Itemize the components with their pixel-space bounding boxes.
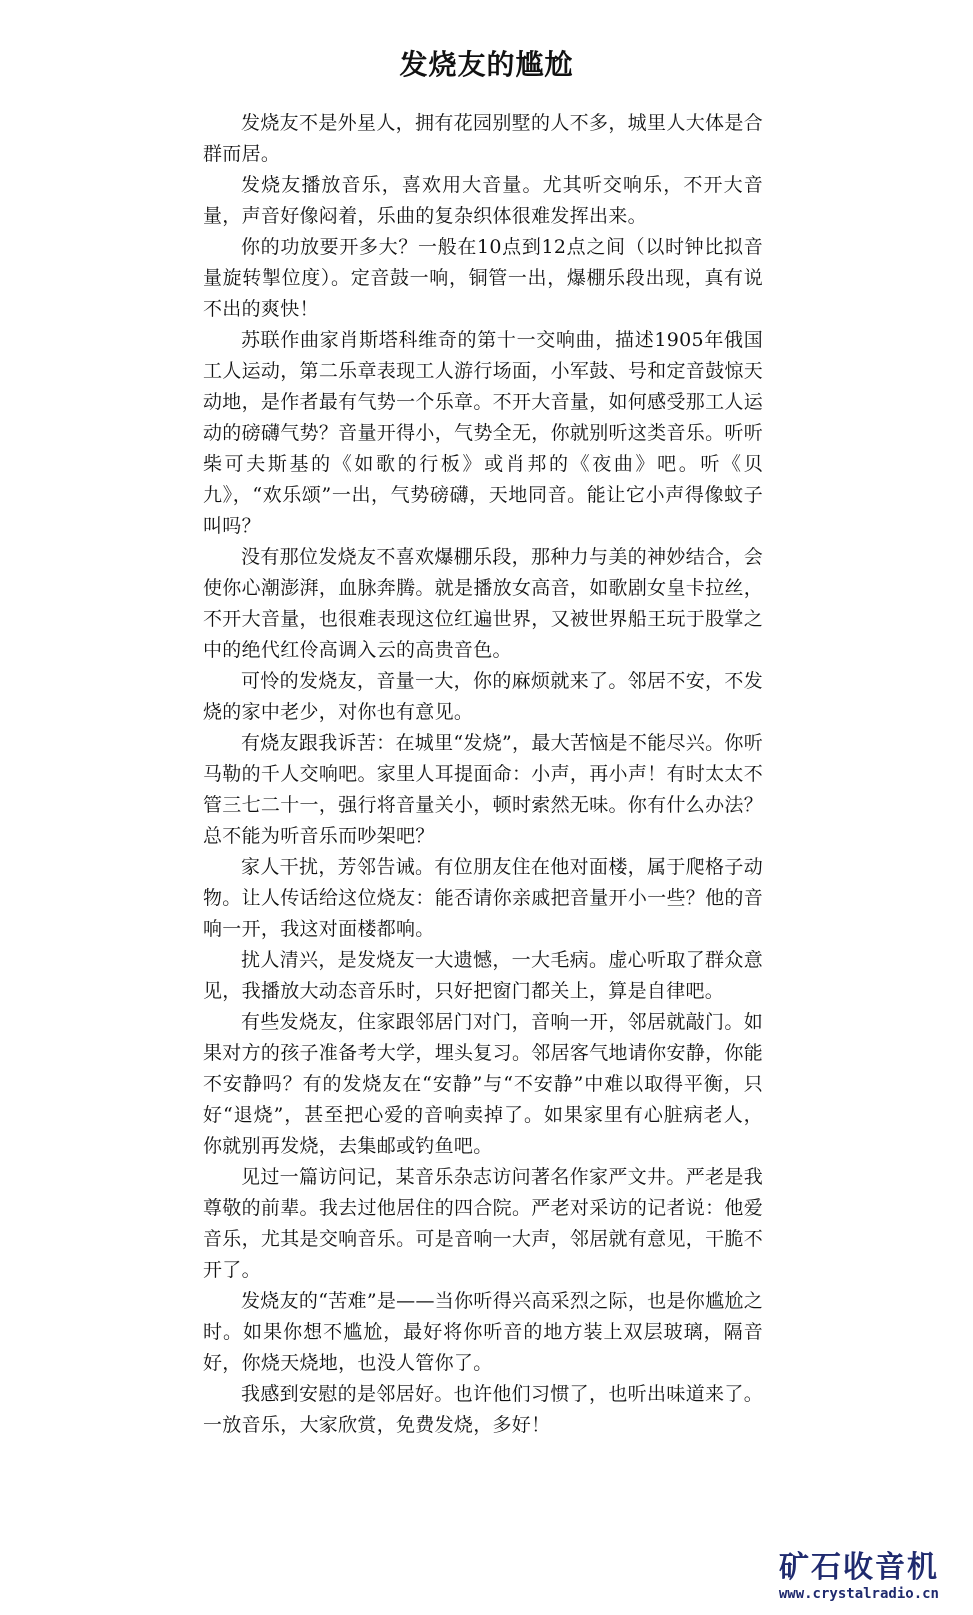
paragraph: 我感到安慰的是邻居好。也许他们习惯了，也听出味道来了。一放音乐，大家欣赏，免费发烧，多好！ <box>203 1383 763 1436</box>
paragraph: 见过一篇访问记，某音乐杂志访问著名作家严文井。严老是我尊敬的前辈。我去过他居住的四合院。严老对采访的记者说：他爱音乐，尤其是交响音乐。可是音响一大声，邻居就有意见，干脆不开了。 <box>203 1166 763 1281</box>
paragraph: 有烧友跟我诉苦：在城里“发烧”，最大苦恼是不能尽兴。你听马勒的千人交响吧。家里人耳提面命：小声，再小声！有时太太不管三七二十一，强行将音量关小，顿时索然无味。你有什么办法？总不能为听音乐而吵架吧？ <box>203 732 763 847</box>
paragraph: 发烧友播放音乐，喜欢用大音量。尤其听交响乐，不开大音量，声音好像闷着，乐曲的复杂织体很难发挥出来。 <box>203 174 763 227</box>
paragraph: 发烧友的“苦难”是——当你听得兴高采烈之际，也是你尴尬之时。如果你想不尴尬，最好将你听音的地方装上双层玻璃，隔音好，你烧天烧地，也没人管你了。 <box>203 1290 763 1374</box>
paragraph: 苏联作曲家肖斯塔科维奇的第十一交响曲，描述1905年俄国工人运动，第二乐章表现工人游行场面，小军鼓、号和定音鼓惊天动地，是作者最有气势一个乐章。不开大音量，如何感受那工人运动的磅礴气势？音量开得小，气势全无，你就别听这类音乐。听听柴可夫斯基的《如歌的行板》或肖邦的《夜曲》吧。听《贝九》，“欢乐颂”一出，气势磅礴，天地同音。能让它小声得像蚊子叫吗？ <box>203 329 763 537</box>
article-body <box>203 108 763 1441</box>
watermark-logo: 矿石收音机 <box>779 1550 939 1585</box>
paragraph: 没有那位发烧友不喜欢爆棚乐段，那种力与美的神妙结合，会使你心潮澎湃，血脉奔腾。就是播放女高音，如歌剧女皇卡拉丝，不开大音量，也很难表现这位红遍世界，又被世界船王玩于股掌之中的绝代红伶高调入云的高贵音色。 <box>203 546 763 661</box>
site-watermark <box>779 1551 939 1603</box>
paragraph: 可怜的发烧友，音量一大，你的麻烦就来了。邻居不安，不发烧的家中老少，对你也有意见。 <box>203 670 763 723</box>
paragraph: 扰人清兴，是发烧友一大遗憾，一大毛病。虚心听取了群众意见，我播放大动态音乐时，只好把窗门都关上，算是自律吧。 <box>203 949 763 1002</box>
page-title: 发烧友的尴尬 <box>399 47 574 81</box>
watermark-url: www.crystalradio.cn <box>778 1586 939 1602</box>
paragraph: 家人干扰，芳邻告诫。有位朋友住在他对面楼，属于爬格子动物。让人传话给这位烧友：能否请你亲戚把音量开小一些？他的音响一开，我这对面楼都响。 <box>203 856 763 940</box>
paragraph: 你的功放要开多大？一般在10点到12点之间（以时钟比拟音量旋转掣位度）。定音鼓一响，铜管一出，爆棚乐段出现，真有说不出的爽快！ <box>203 236 763 320</box>
paragraph: 发烧友不是外星人，拥有花园别墅的人不多，城里人大体是合群而居。 <box>203 112 763 165</box>
paragraph: 有些发烧友，住家跟邻居门对门，音响一开，邻居就敲门。如果对方的孩子准备考大学，埋头复习。邻居客气地请你安静，你能不安静吗？有的发烧友在“安静”与“不安静”中难以取得平衡，只好“退烧”，甚至把心爱的音响卖掉了。如果家里有心脏病老人，你就别再发烧，去集邮或钓鱼吧。 <box>203 1011 763 1157</box>
